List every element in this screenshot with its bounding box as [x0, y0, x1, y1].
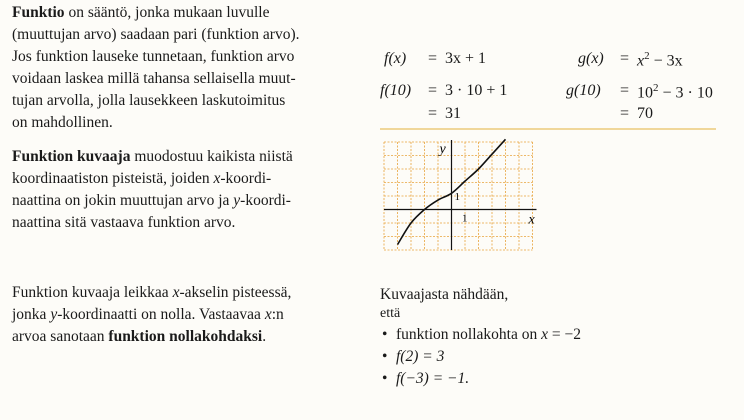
function-graph — [378, 138, 568, 270]
p2-line-3b: -koordi- — [240, 192, 291, 209]
eq-g-10-res: 70 — [637, 105, 653, 122]
observation-item-f2-text: f(2) = 3 — [396, 348, 445, 365]
p3-line-3a: arvoa sanotaan — [12, 328, 109, 345]
eq-f-10-lhs — [380, 82, 411, 100]
eq-g-10-lhs — [566, 82, 601, 100]
bullet-icon: • — [382, 326, 388, 343]
p2-var-x: x — [213, 170, 221, 187]
bullet-icon: • — [382, 348, 388, 365]
observation-item-zero-var: x — [541, 326, 548, 343]
eq-f-10-rhs: 3 · 10 + 1 — [445, 82, 508, 99]
p1-line-6: on mahdollinen. — [12, 114, 113, 131]
p3-line-2b: -koordinaatti on nolla. Vastaavaa — [57, 306, 265, 323]
eq-g-10-lhs-text: g(10) — [566, 82, 601, 99]
p2-line-1: muodostuu kaikista niistä — [130, 148, 293, 165]
p3-line-3b: . — [262, 328, 267, 345]
p3-line-2a: jonka — [12, 306, 51, 323]
p2-line-2: koordinaatiston pisteistä, joiden — [12, 170, 214, 187]
term-nollakohta: funktion nollakohdaksi — [108, 328, 263, 345]
observation-item-zero — [382, 326, 581, 344]
observation-item-fm3 — [382, 370, 469, 388]
p3-var-x: x — [172, 284, 180, 301]
x-tick-label-1: 1 — [462, 212, 468, 225]
p2-line-3: naattina on jokin muuttujan arvo ja — [12, 192, 234, 209]
eq-g-10-eq: = — [620, 82, 630, 99]
eq-g-def-rest: − 3x — [649, 52, 683, 70]
y-axis-label: y — [439, 142, 446, 157]
p3-line-1a: Funktion kuvaaja leikkaa — [12, 284, 173, 301]
eq-g-def-lhs — [578, 50, 604, 68]
graph-axes — [384, 140, 537, 250]
eq-g-10-exp: 2 — [653, 82, 659, 94]
eq-f-def — [384, 50, 406, 68]
eq-g-def-rhs — [637, 50, 683, 70]
eq-g-def-base: x — [637, 52, 645, 70]
paragraph-funktio — [12, 2, 352, 134]
p1-line-5: tujan arvolla, jolla lausekkeen laskutoimitus — [12, 92, 286, 109]
p1-line-2: (muuttujan arvo) saadaan pari (funktion arvo). — [12, 26, 300, 43]
eq-g-def-exp: 2 — [644, 50, 650, 62]
paragraph-nollakohta — [12, 282, 352, 348]
p3-var-x2: x — [264, 306, 272, 323]
observation-item-zero-value: = −2 — [547, 326, 581, 343]
eq-f-def-lhs: f(x) — [384, 50, 407, 67]
p3-var-y: y — [50, 306, 58, 323]
y-tick-label-1: 1 — [454, 191, 460, 203]
p2-line-2b: -koordi- — [220, 170, 272, 187]
p2-var-y: y — [233, 192, 241, 209]
eq-f-10-res-eq: = — [428, 105, 438, 122]
paragraph-kuvaaja — [12, 146, 352, 234]
p1-line-3: Jos funktion lauseke tunnetaan, funktion arvo — [12, 48, 295, 65]
eq-f-def-rhs: 3x + 1 — [445, 50, 487, 67]
observation-item-f2 — [382, 348, 444, 366]
eq-g-def-lhs-text: g(x) — [578, 50, 604, 67]
p1-line-1: on sääntö, jonka mukaan luvulle — [64, 4, 270, 21]
eq-f-10-lhs-text: f(10) — [380, 82, 412, 99]
eq-g-10-rhs — [637, 82, 713, 102]
p2-line-4: naattina sitä vastaava funktion arvo. — [12, 214, 236, 231]
eq-f-10-res: 31 — [445, 105, 461, 122]
term-funktio: Funktio — [12, 4, 65, 21]
observation-item-zero-text: funktion nollakohta on — [396, 326, 542, 343]
eq-g-10-base: 10 — [637, 84, 653, 102]
eq-g-def-eq: = — [620, 50, 630, 67]
observations-intro-1: Kuvaajasta nähdään, — [380, 286, 509, 303]
p1-line-4: voidaan laskea millä tahansa sellaisella muut- — [12, 70, 296, 87]
observation-item-fm3-text: f(−3) = −1. — [396, 370, 470, 387]
eq-f-10-eq: = — [428, 82, 438, 99]
term-funktion-kuvaaja: Funktion kuvaaja — [12, 148, 131, 165]
section-divider — [380, 128, 716, 130]
eq-g-10-rest: − 3 · 10 — [658, 84, 713, 102]
eq-f-def-eq: = — [428, 50, 438, 67]
x-axis-label: x — [528, 212, 535, 228]
p3-line-1b: -akselin pisteessä, — [179, 284, 292, 301]
bullet-icon: • — [382, 370, 388, 387]
eq-g-10-res-eq: = — [620, 105, 630, 122]
p3-line-2c: :n — [271, 306, 284, 323]
observations-intro-2: että — [380, 306, 401, 321]
